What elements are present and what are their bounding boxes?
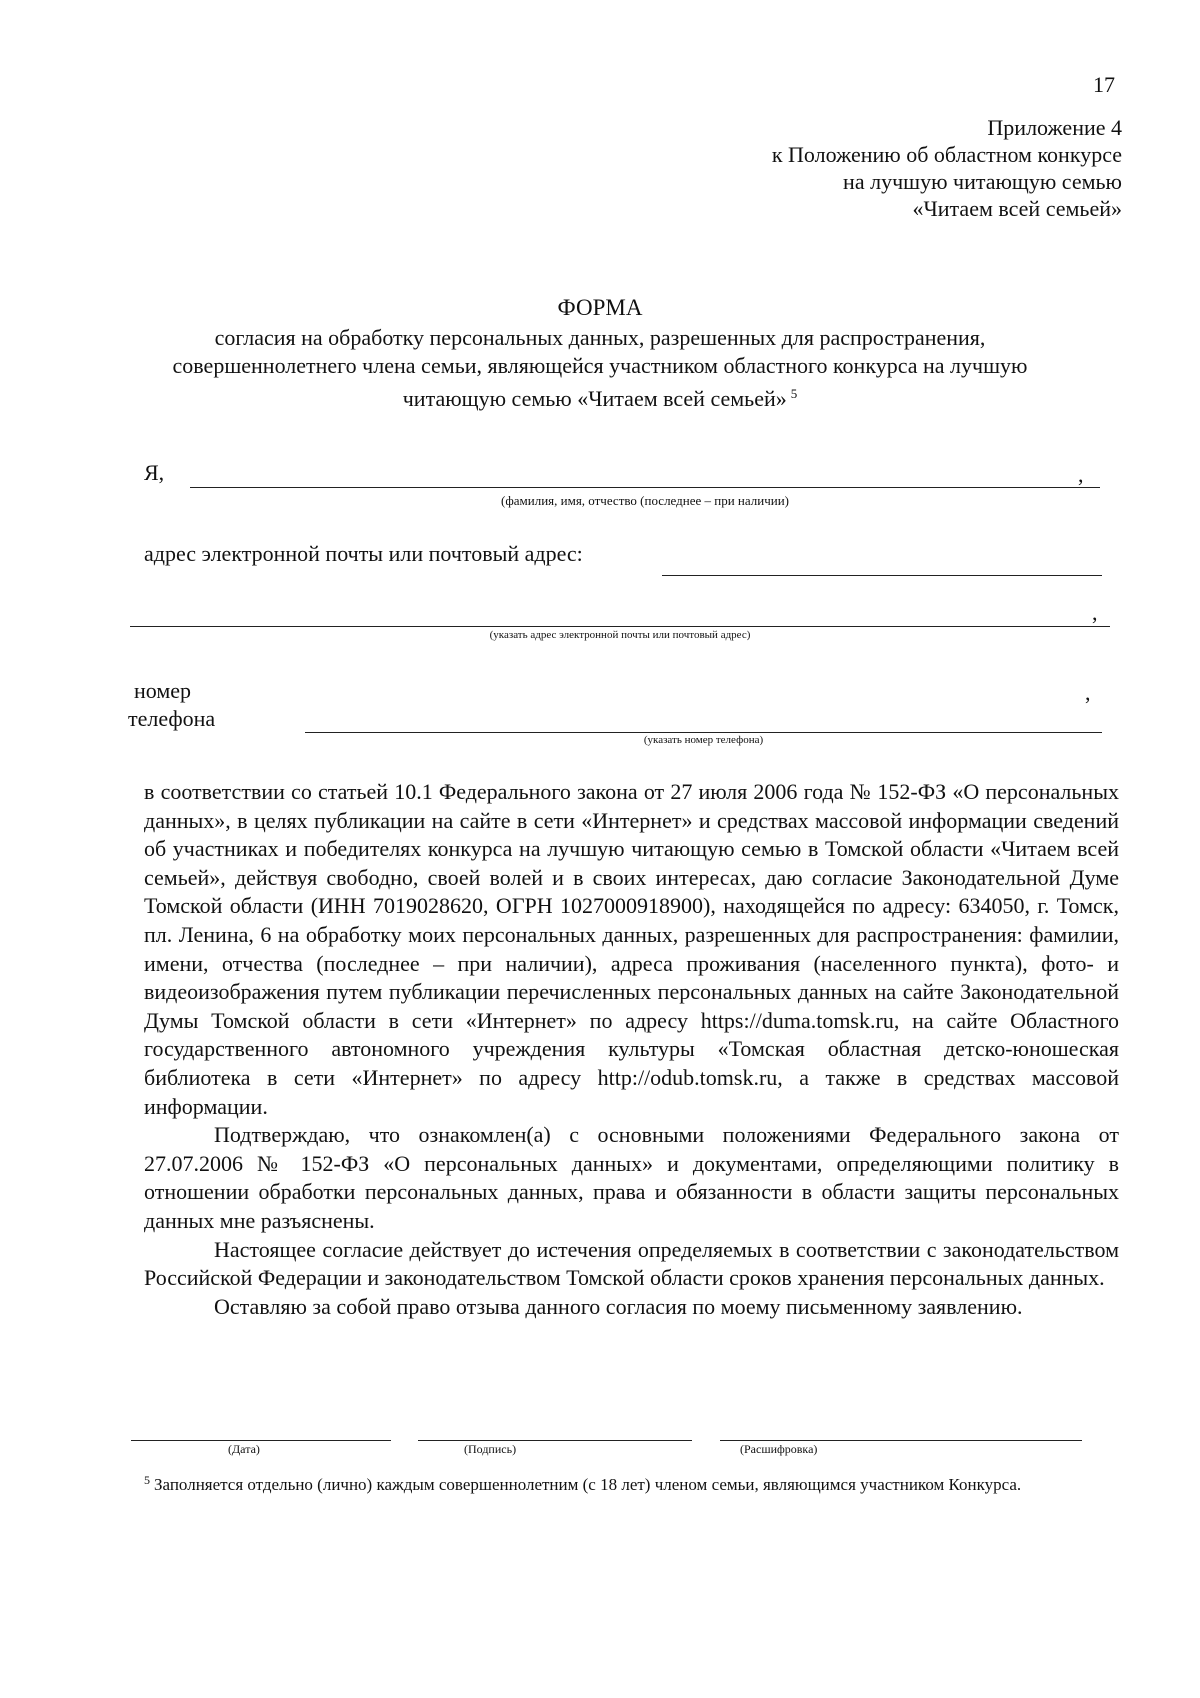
name-comma: , <box>1078 462 1084 487</box>
address-field-line-1[interactable] <box>662 575 1102 576</box>
form-heading: ФОРМА <box>557 295 643 320</box>
name-caption: (фамилия, имя, отчество (последнее – при наличии) <box>501 493 789 508</box>
consent-paragraph-1: в соответствии со статьей 10.1 Федерального закона от 27 июля 2006 года № 152-ФЗ «О персональных данных», в целях публикации на сайте в сети «Интернет» и средствах массовой информации сведений об участниках и победителях конкурса на лучшую читающую семью в Томской области «Читаем всей семьей», действуя свободно, своей волей и в своих интересах, даю согласие Законодательной Думе Томской области (ИНН 7019028620, ОГРН 1027000918900), находящейся по адресу: 634050, г. Томск, пл. Ленина, 6 на обработку моих персональных данных, разрешенных для распространения: фамилии, имени, отчества (последнее – при наличии), адреса проживания (населенного пункта), фото- и видеоизображения путем публикации перечисленных персональных данных на сайте Законодательной Думы Томской области в сети «Интернет» по адресу https://duma.tomsk.ru, на сайте Областного государственного автономного учреждения культуры «Томская областная детско-юношеская библиотека в сети «Интернет» по адресу http://odub.tomsk.ru, а также в средствах массовой информации. <box>144 779 1119 1119</box>
form-subtitle-line-2: совершеннолетнего члена семьи, являющейся участником областного конкурса на лучшую <box>172 353 1028 378</box>
decode-field[interactable] <box>720 1440 1082 1441</box>
address-field-line-2[interactable] <box>130 626 1110 627</box>
decode-caption: (Расшифровка) <box>740 1442 818 1456</box>
footnote-text: Заполняется отдельно (лично) каждым совершеннолетним (с 18 лет) членом семьи, являющимся участником Конкурса. <box>154 1475 1022 1494</box>
appendix-header <box>772 114 1122 222</box>
address-comma: , <box>1092 600 1098 625</box>
phone-label-line-2: телефона <box>128 706 216 731</box>
consent-paragraph-4: Оставляю за собой право отзыва данного согласия по моему письменному заявлению. <box>214 1293 1023 1319</box>
name-field[interactable] <box>190 487 1100 488</box>
title-footnote-mark: 5 <box>790 386 798 401</box>
form-subtitle-line-3: читающую семью «Читаем всей семьей» $^5$ <box>402 386 798 411</box>
form-title-block <box>120 294 1080 413</box>
phone-comma: , <box>1085 680 1091 705</box>
appendix-line-3: на лучшую читающую семью <box>843 169 1122 194</box>
phone-label-line-1: номер <box>134 678 192 703</box>
address-caption: (указать адрес электронной почты или почтовый адрес) <box>489 629 751 641</box>
consent-paragraph-2: Подтверждаю, что ознакомлен(а) с основными положениями Федерального закона от 27.07.2006 № 152-ФЗ «О персональных данных» и документами, определяющими политику в отношении обработки персональных данных, права и обязанности в области защиты персональных данных мне разъяснены. <box>144 1122 1119 1233</box>
appendix-line-2: к Положению об областном конкурсе <box>771 142 1122 167</box>
address-label: адрес электронной почты или почтовый адрес: <box>144 541 583 566</box>
page-number: 17 <box>1093 72 1115 97</box>
signature-caption: (Подпись) <box>464 1442 517 1456</box>
consent-body <box>144 778 1119 1321</box>
form-subtitle-line-1: согласия на обработку персональных данных, разрешенных для распространения, <box>214 325 986 350</box>
signature-field[interactable] <box>418 1440 692 1441</box>
footnote <box>144 1468 1119 1497</box>
consent-paragraph-3: Настоящее согласие действует до истечения определяемых в соответствии с законодательством Российской Федерации и законодательством Томской области сроков хранения персональных данных. <box>144 1236 1119 1291</box>
appendix-line-1: Приложение 4 <box>987 115 1122 140</box>
name-label: Я, <box>144 460 165 485</box>
date-caption: (Дата) <box>228 1442 260 1456</box>
phone-field[interactable] <box>305 732 1102 733</box>
date-field[interactable] <box>131 1440 391 1441</box>
appendix-line-4: «Читаем всей семьей» <box>912 196 1122 221</box>
phone-caption: (указать номер телефона) <box>643 734 764 746</box>
footnote-mark: 5 <box>144 1473 150 1487</box>
